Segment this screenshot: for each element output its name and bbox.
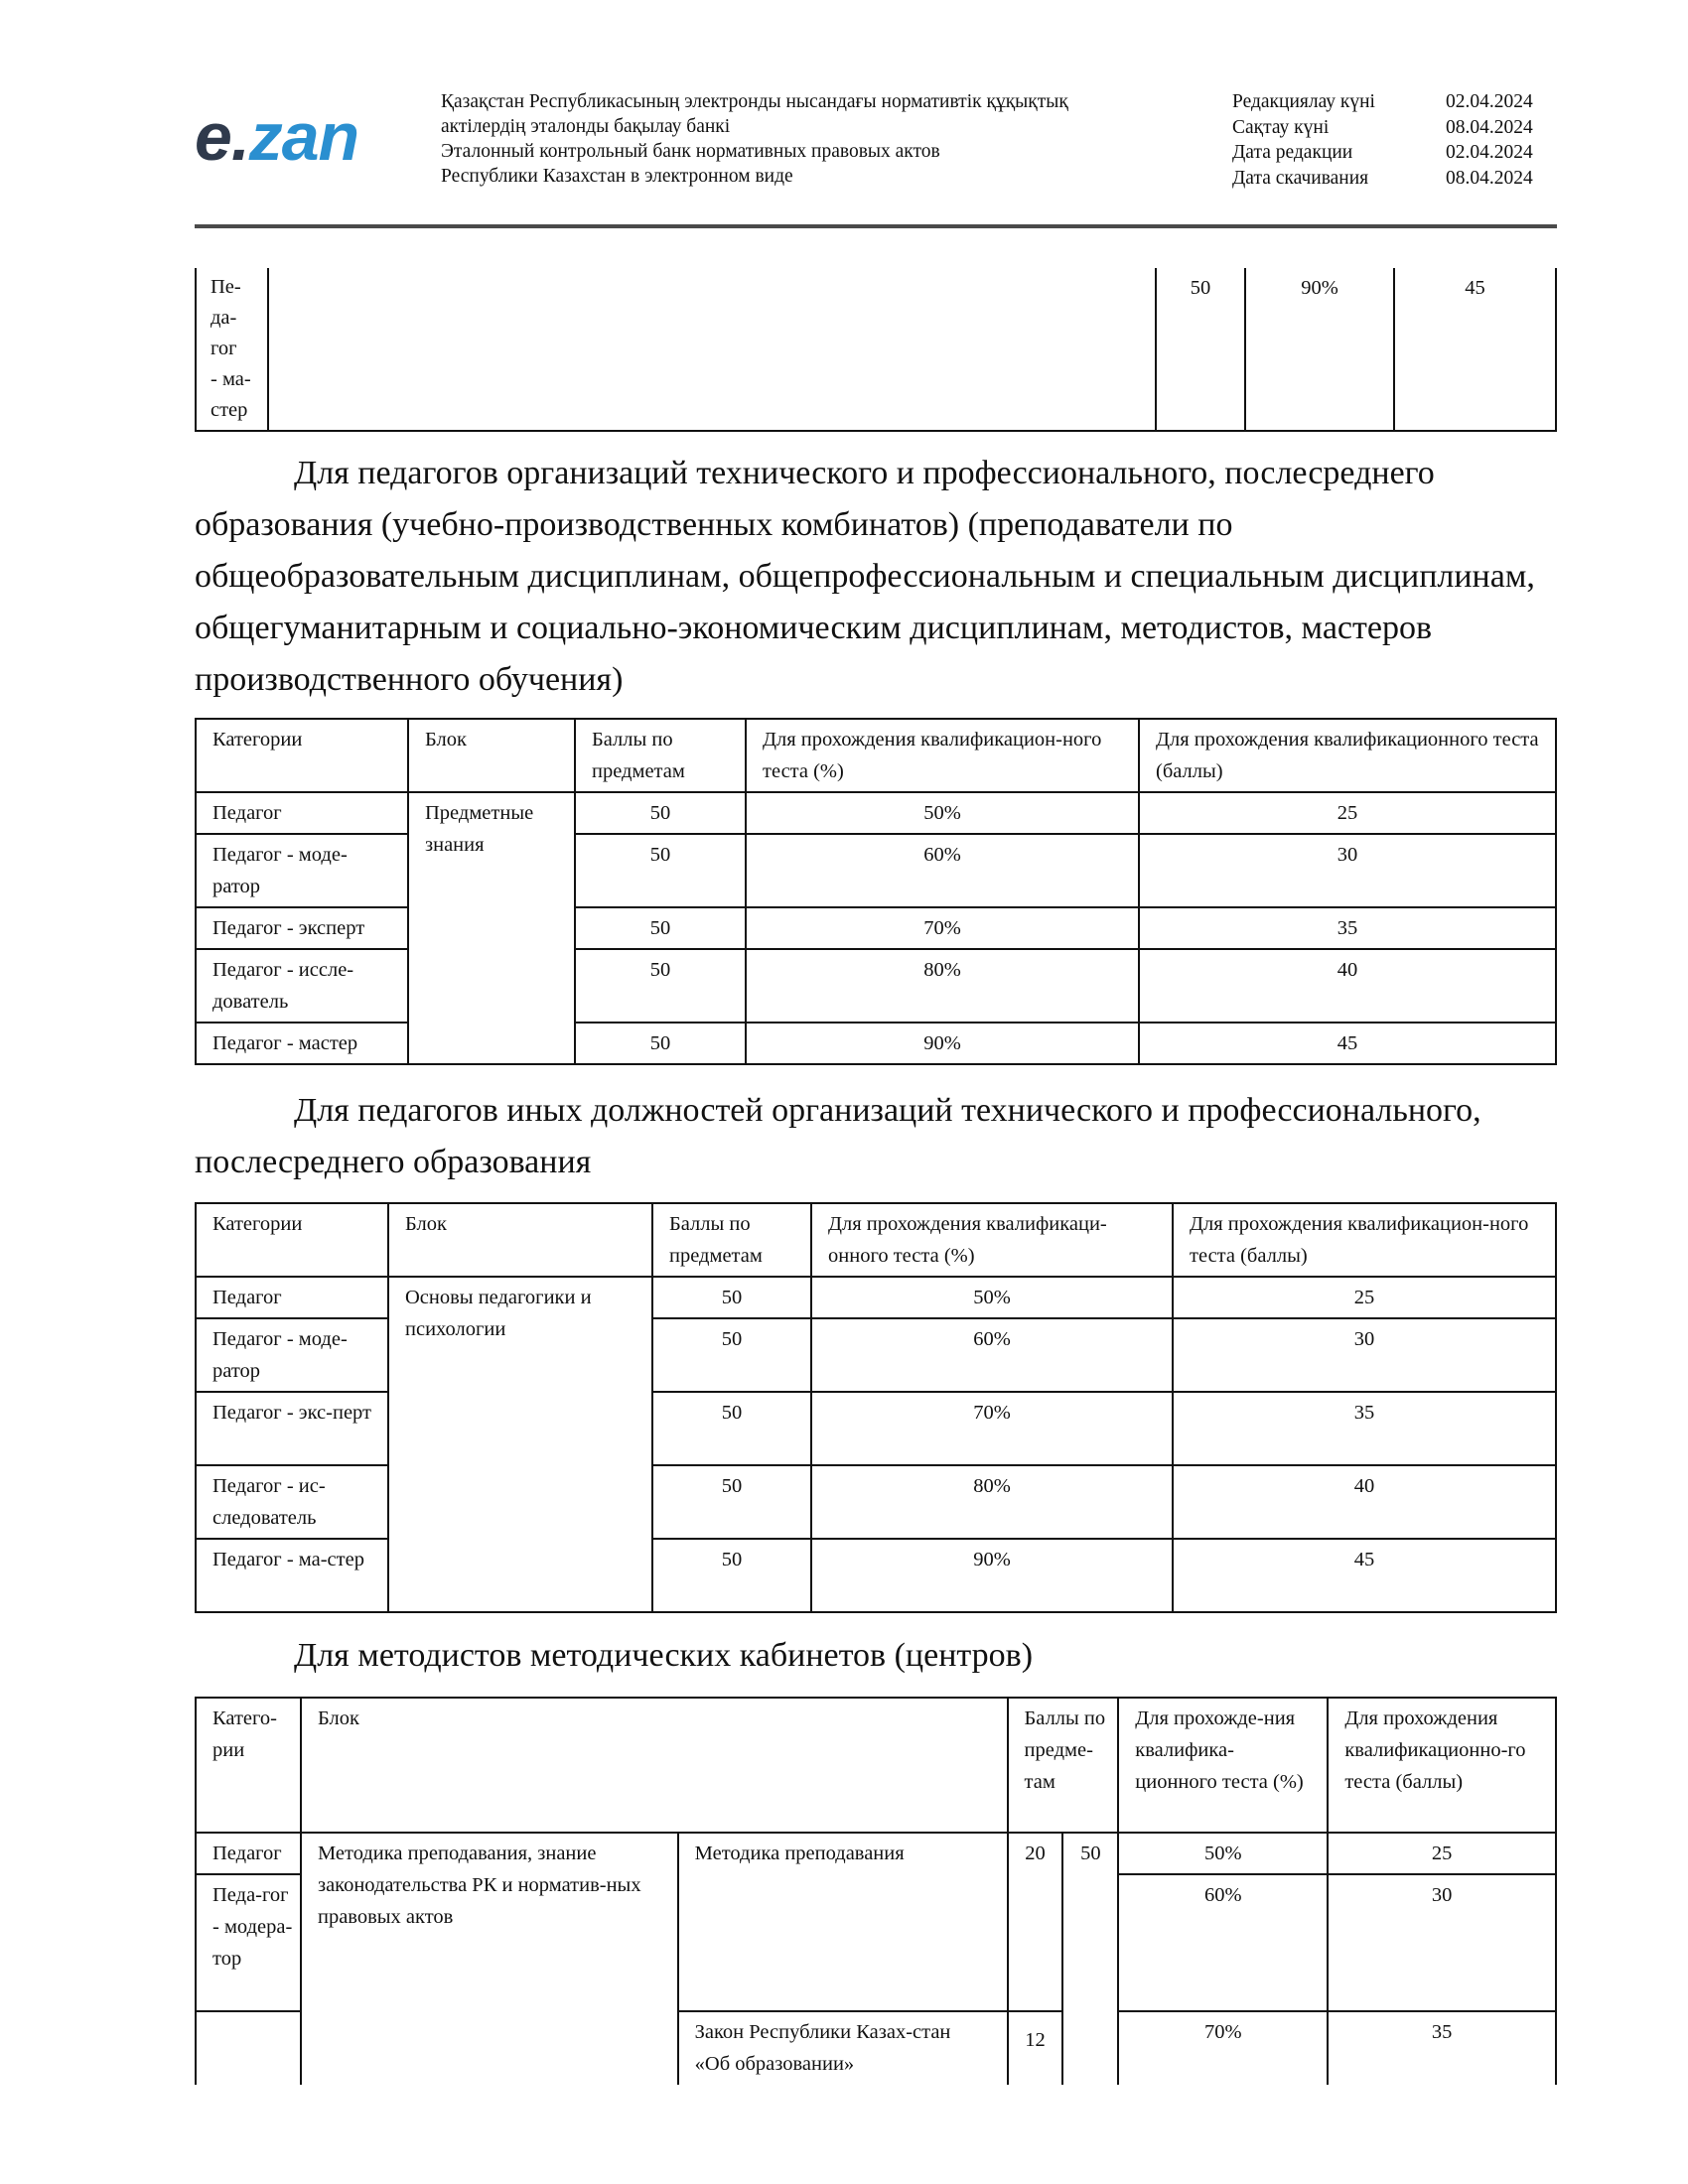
percent-cell: 50% bbox=[811, 1277, 1173, 1318]
table-row bbox=[196, 1277, 1556, 1318]
section-heading: Для педагогов организаций технического и профессионального, послесреднего образования (учебно-производственных комбинатов) (преподаватели по общеобразовательным дисциплинам, общепрофессиональным и специальным дисциплинам, общегуманитарным и социально-экономическим дисциплинам, методистов, мастеров производственного обучения) bbox=[195, 455, 1535, 698]
points-cell: 50 bbox=[575, 1023, 746, 1064]
date-label: Сақтау күні bbox=[1232, 116, 1330, 138]
date-label: Дата редакции bbox=[1232, 142, 1353, 163]
percent-cell: 50% bbox=[746, 792, 1139, 834]
header-divider bbox=[195, 224, 1557, 228]
sub-points-cell: 20 bbox=[1008, 1833, 1063, 2011]
ezan-logo: e.zan bbox=[195, 99, 359, 175]
date-label: Редакциялау күні bbox=[1232, 91, 1375, 112]
header-cell: Категории bbox=[196, 719, 408, 792]
qualification-table-tech-prof bbox=[195, 718, 1557, 1065]
score-cell: 45 bbox=[1173, 1539, 1556, 1612]
percent-cell: 90% bbox=[811, 1539, 1173, 1612]
table-row bbox=[196, 949, 1556, 1023]
table-row bbox=[196, 907, 1556, 949]
category-cell: Педагог - ма-стер bbox=[196, 1539, 388, 1612]
points-cell: 50 bbox=[652, 1392, 811, 1465]
block-cell: Методика преподавания, знание законодательства РК и норматив-ных правовых актов bbox=[301, 1833, 678, 2085]
score-cell: 45 bbox=[1139, 1023, 1556, 1064]
table-row bbox=[196, 1833, 1556, 1874]
date-value: 08.04.2024 bbox=[1446, 167, 1533, 189]
points-cell: 50 bbox=[652, 1539, 811, 1612]
category-cell: Пе- да- гог - ма- стер bbox=[196, 268, 268, 431]
percent-cell: 70% bbox=[746, 907, 1139, 949]
percent-cell: 60% bbox=[811, 1318, 1173, 1392]
category-cell: Педагог - мастер bbox=[196, 1023, 408, 1064]
score-cell: 30 bbox=[1328, 1874, 1556, 2011]
header-cell: Для прохождения квалификацион-ного теста (%) bbox=[746, 719, 1139, 792]
table-row bbox=[196, 792, 1556, 834]
percent-cell: 60% bbox=[746, 834, 1139, 907]
table-header-row bbox=[196, 719, 1556, 792]
percent-cell: 70% bbox=[1118, 2011, 1328, 2085]
block-cell: Предметные знания bbox=[408, 792, 575, 1064]
header-cell: Категории bbox=[196, 1203, 388, 1277]
header-cell: Для прохождения квалификацион-ного теста (баллы) bbox=[1173, 1203, 1556, 1277]
score-cell: 25 bbox=[1328, 1833, 1556, 1874]
category-cell bbox=[196, 2011, 301, 2085]
qualification-table-other-positions bbox=[195, 1202, 1557, 1613]
points-cell: 50 bbox=[575, 792, 746, 834]
score-cell: 40 bbox=[1173, 1465, 1556, 1539]
table-row bbox=[196, 1023, 1556, 1064]
document-header bbox=[195, 83, 1555, 222]
score-cell: 30 bbox=[1139, 834, 1556, 907]
date-value: 08.04.2024 bbox=[1446, 116, 1533, 138]
percent-cell: 60% bbox=[1118, 1874, 1328, 2011]
header-cell: Для прохождения квалификаци-онного теста (%) bbox=[811, 1203, 1173, 1277]
section-heading: Для педагогов иных должностей организаций технического и профессионального, послесреднего образования bbox=[195, 1092, 1481, 1180]
table-row bbox=[196, 834, 1556, 907]
score-cell: 45 bbox=[1394, 268, 1556, 431]
category-cell: Педагог - моде-ратор bbox=[196, 1318, 388, 1392]
date-value: 02.04.2024 bbox=[1446, 91, 1533, 112]
total-points-cell: 50 bbox=[1062, 1833, 1118, 2085]
score-cell: 25 bbox=[1173, 1277, 1556, 1318]
points-cell: 50 bbox=[1156, 268, 1245, 431]
score-cell: 30 bbox=[1173, 1318, 1556, 1392]
category-cell: Педа-гог - модера-тор bbox=[196, 1874, 301, 2011]
header-cell: Баллы по предметам bbox=[652, 1203, 811, 1277]
category-cell: Педагог - экс-перт bbox=[196, 1392, 388, 1465]
header-cell: Баллы по предме-там bbox=[1008, 1698, 1119, 1833]
category-cell: Педагог - эксперт bbox=[196, 907, 408, 949]
header-cell: Для прохождения квалификационного теста (баллы) bbox=[1139, 719, 1556, 792]
org-line: Эталонный контрольный банк нормативных правовых актов bbox=[441, 141, 940, 162]
header-cell: Для прохождения квалификационно-го теста (баллы) bbox=[1328, 1698, 1556, 1833]
date-label: Дата скачивания bbox=[1232, 167, 1369, 189]
header-cell: Катего-рии bbox=[196, 1698, 301, 1833]
section-heading: Для методистов методических кабинетов (центров) bbox=[294, 1637, 1034, 1674]
score-cell: 25 bbox=[1139, 792, 1556, 834]
points-cell: 50 bbox=[652, 1277, 811, 1318]
score-cell: 40 bbox=[1139, 949, 1556, 1023]
sub-block-cell: Методика преподавания bbox=[678, 1833, 1008, 2011]
table-header-row bbox=[196, 1203, 1556, 1277]
points-cell: 50 bbox=[652, 1318, 811, 1392]
org-line: актілердің эталонды бақылау банкі bbox=[441, 116, 731, 137]
org-line: Қазақстан Республикасының электронды нысандағы нормативтік құқықтық bbox=[441, 91, 1068, 112]
header-cell: Блок bbox=[388, 1203, 652, 1277]
qualification-table-methodologists bbox=[195, 1697, 1557, 2085]
points-cell: 50 bbox=[652, 1465, 811, 1539]
percent-cell: 50% bbox=[1118, 1833, 1328, 1874]
sub-block-cell: Закон Республики Казах-стан «Об образовании» bbox=[678, 2011, 1008, 2085]
percent-cell: 70% bbox=[811, 1392, 1173, 1465]
header-cell: Блок bbox=[301, 1698, 1008, 1833]
table-row bbox=[196, 268, 1556, 431]
category-cell: Педагог bbox=[196, 1277, 388, 1318]
organization-name bbox=[441, 89, 1068, 189]
percent-cell: 80% bbox=[746, 949, 1139, 1023]
category-cell: Педагог - моде-ратор bbox=[196, 834, 408, 907]
header-cell: Баллы по предметам bbox=[575, 719, 746, 792]
score-cell: 35 bbox=[1328, 2011, 1556, 2085]
continuation-table bbox=[195, 268, 1557, 432]
table-header-row bbox=[196, 1698, 1556, 1833]
date-info bbox=[1232, 89, 1533, 191]
points-cell: 50 bbox=[575, 907, 746, 949]
percent-cell: 90% bbox=[1245, 268, 1394, 431]
category-cell: Педагог bbox=[196, 1833, 301, 1874]
percent-cell: 90% bbox=[746, 1023, 1139, 1064]
date-value: 02.04.2024 bbox=[1446, 142, 1533, 163]
points-cell: 50 bbox=[575, 949, 746, 1023]
score-cell: 35 bbox=[1139, 907, 1556, 949]
block-cell: Основы педагогики и психологии bbox=[388, 1277, 652, 1612]
category-cell: Педагог bbox=[196, 792, 408, 834]
points-cell: 50 bbox=[575, 834, 746, 907]
header-cell: Блок bbox=[408, 719, 575, 792]
category-cell: Педагог - иссле-дователь bbox=[196, 949, 408, 1023]
empty-cell bbox=[268, 268, 1156, 431]
percent-cell: 80% bbox=[811, 1465, 1173, 1539]
header-cell: Для прохожде-ния квалифика-ционного теста (%) bbox=[1118, 1698, 1328, 1833]
category-cell: Педагог - ис-следователь bbox=[196, 1465, 388, 1539]
sub-points-cell: 12 bbox=[1008, 2011, 1063, 2085]
score-cell: 35 bbox=[1173, 1392, 1556, 1465]
org-line: Республики Казахстан в электронном виде bbox=[441, 166, 793, 187]
